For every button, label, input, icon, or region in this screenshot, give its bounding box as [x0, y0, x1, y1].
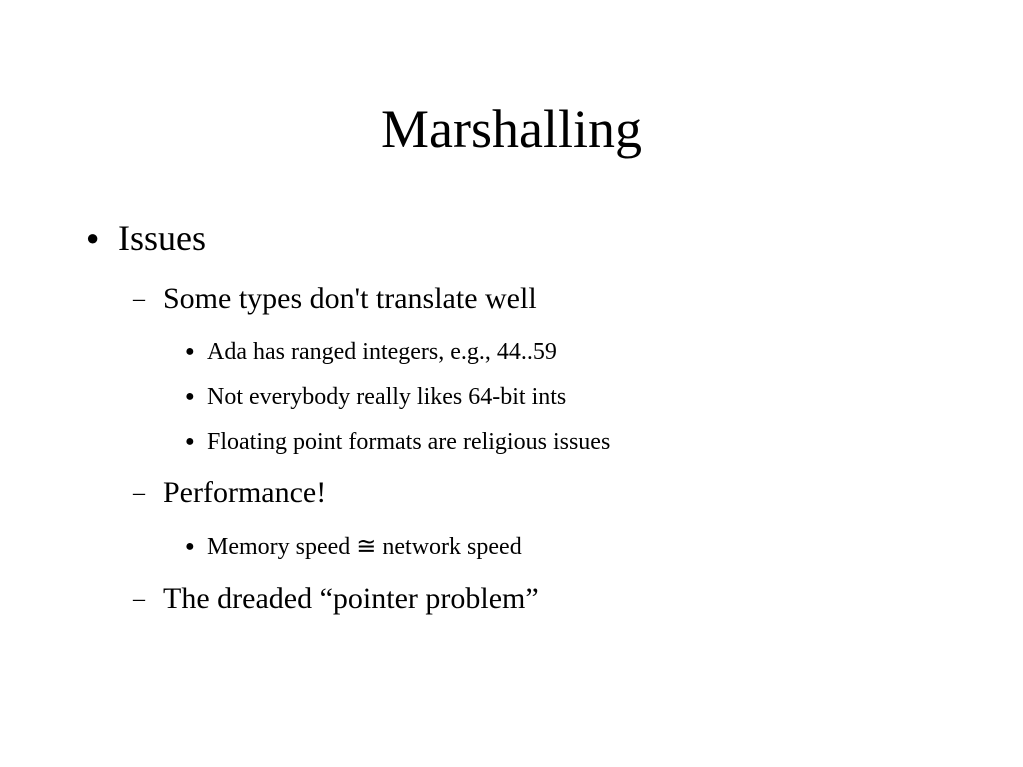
bullet-level1-icon: ●	[86, 225, 100, 250]
sub-bullet-types: Some types don't translate well	[163, 282, 537, 315]
slide-title: Marshalling	[381, 99, 642, 159]
dash-bullet-icon: –	[133, 586, 145, 612]
dash-bullet-icon: –	[133, 480, 145, 506]
bullet-level3-icon: ●	[185, 388, 195, 405]
sub-bullet-pointer: The dreaded “pointer problem”	[163, 582, 539, 615]
bullet-issues: Issues	[118, 218, 206, 258]
bullet-level3-icon: ●	[185, 538, 195, 555]
bullet-level3-icon: ●	[185, 433, 195, 450]
sub-sub-bullet-memory: Memory speed ≅ network speed	[207, 534, 522, 560]
bullet-level3-icon: ●	[185, 343, 195, 360]
sub-sub-bullet-ada: Ada has ranged integers, e.g., 44..59	[207, 339, 557, 365]
dash-bullet-icon: –	[133, 286, 145, 312]
sub-sub-bullet-floating: Floating point formats are religious issues	[207, 429, 611, 455]
sub-sub-bullet-64bit: Not everybody really likes 64-bit ints	[207, 384, 567, 410]
sub-bullet-performance: Performance!	[163, 476, 327, 509]
